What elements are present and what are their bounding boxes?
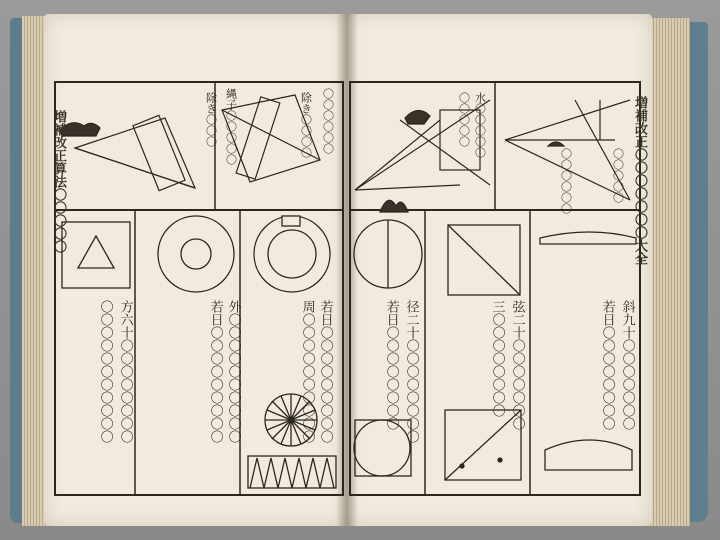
right-top-label-4: 〇〇〇〇〇: [611, 148, 625, 203]
right-text-column-1: 径二十〇〇〇〇〇〇〇〇: [403, 300, 419, 443]
right-text-column-3: 弦二十〇〇〇〇〇〇〇: [509, 300, 525, 430]
left-survey-diagram: [60, 95, 320, 191]
left-top-label-3: 〇〇〇〇〇〇: [321, 88, 335, 154]
right-survey-diagram: [355, 100, 630, 212]
right-page-frames: [350, 82, 640, 495]
left-text-column-6: 周〇〇〇〇〇〇〇〇〇〇: [299, 300, 315, 443]
left-top-label-2: 除き〇〇〇: [204, 92, 218, 147]
left-text-column-1: 方六十〇〇〇〇〇〇〇〇: [117, 300, 133, 443]
right-top-label-2: 〇〇〇〇〇: [457, 92, 471, 147]
right-text-column-2: 若日〇〇〇〇〇〇〇〇: [383, 300, 399, 430]
right-text-column-4: 三〇〇〇〇〇〇〇〇: [489, 300, 505, 417]
left-margin-title: 増補改正算法〇〇〇〇〇: [51, 110, 66, 253]
left-text-column-4: 外〇〇〇〇〇〇〇〇〇〇: [225, 300, 241, 443]
right-text-column-5: 若日〇〇〇〇〇〇〇〇: [599, 300, 615, 430]
left-top-label-4: 除き〇〇〇〇: [299, 92, 313, 158]
left-text-column-3: 若日〇〇〇〇〇〇〇〇〇: [207, 300, 223, 443]
left-text-column-2: 〇〇〇〇〇〇〇〇〇〇〇: [97, 300, 113, 443]
right-top-label-1: 水〇〇〇〇〇: [473, 92, 487, 158]
left-text-column-5: 若日〇〇〇〇〇〇〇〇〇: [317, 300, 333, 443]
right-margin-title: 増補改正〇〇〇〇〇〇〇大全: [632, 96, 647, 265]
right-top-label-3: 〇〇〇〇〇〇: [559, 148, 573, 214]
left-top-label-1: 縄子〇〇〇〇〇: [224, 88, 238, 165]
right-text-column-6: 斜九十〇〇〇〇〇〇〇: [619, 300, 635, 430]
